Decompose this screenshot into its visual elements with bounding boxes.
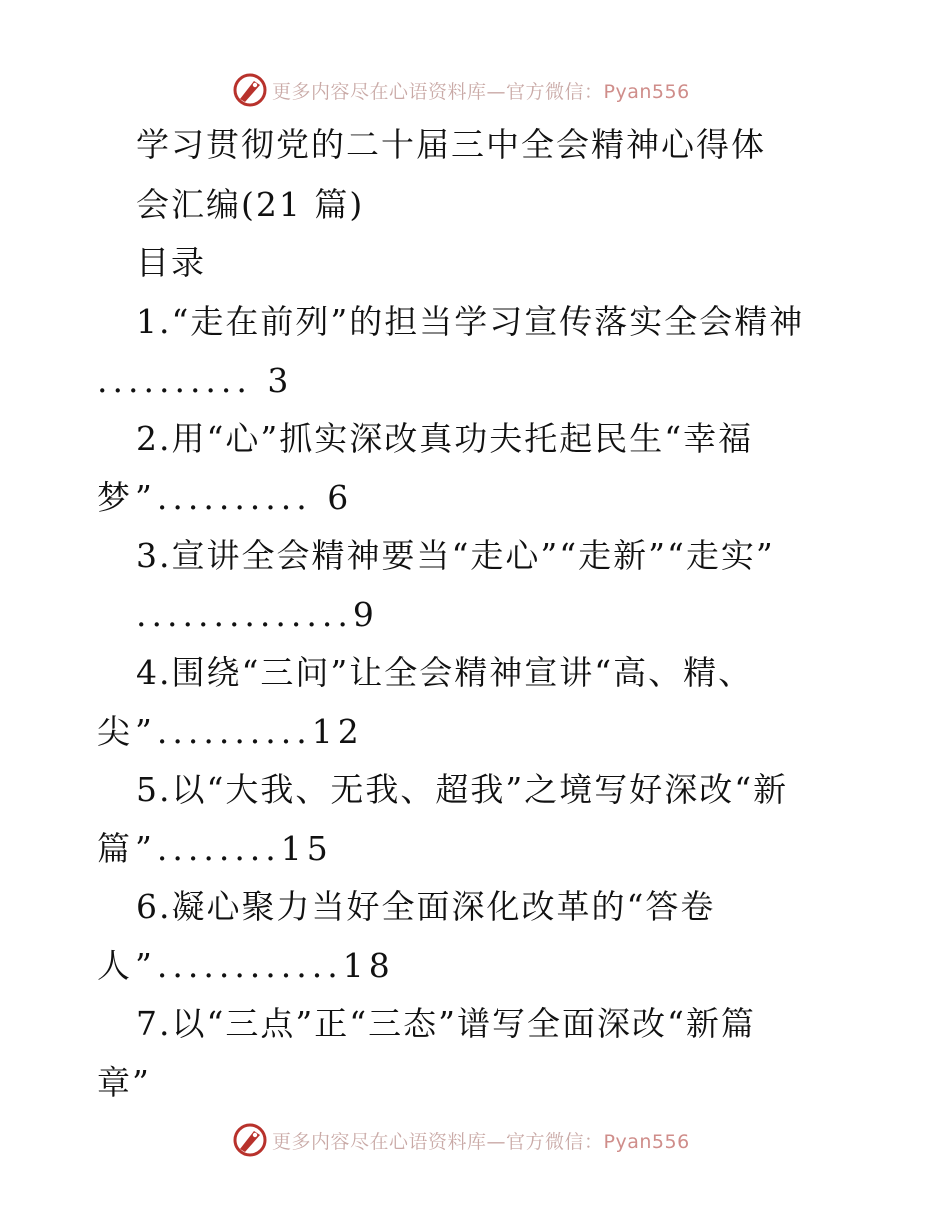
toc-entry-6-page: 人”............18 [97,946,395,985]
toc-entry-2: 2.用“心”抓实深改真功夫托起民生“幸福 [136,419,754,458]
document-title-line-2: 会汇编(21 篇) [136,185,365,224]
toc-entry-7-cont: 章” [97,1063,151,1102]
toc-entry-2-page: 梦”.......... 6 [97,478,354,517]
toc-entry-3: 3.宣讲全会精神要当“走心”“走新”“走实” [136,536,775,575]
document-title-line-1: 学习贯彻党的二十届三中全会精神心得体 [136,125,766,164]
pen-logo-icon [232,72,268,108]
toc-heading: 目录 [136,243,206,282]
toc-entry-3-page: ..............9 [136,595,379,634]
watermark-text: 更多内容尽在心语资料库—官方微信：Pyan556 [272,80,690,103]
watermark-footer [232,1122,690,1158]
toc-entry-4: 4.围绕“三问”让全会精神宣讲“高、精、 [136,653,754,692]
pen-logo-icon [232,1122,268,1158]
toc-entry-5: 5.以“大我、无我、超我”之境写好深改“新 [136,770,789,809]
watermark-header [232,72,690,108]
toc-entry-5-page: 篇”........15 [97,829,333,868]
toc-entry-6: 6.凝心聚力当好全面深化改革的“答卷 [136,887,716,926]
toc-entry-7: 7.以“三点”正“三态”谱写全面深改“新篇 [136,1004,756,1043]
toc-entry-1-page: .......... 3 [97,361,294,400]
toc-entry-1: 1.“走在前列”的担当学习宣传落实全会精神 [136,302,805,341]
toc-entry-4-page: 尖”..........12 [97,712,364,751]
watermark-text: 更多内容尽在心语资料库—官方微信：Pyan556 [272,1130,690,1153]
